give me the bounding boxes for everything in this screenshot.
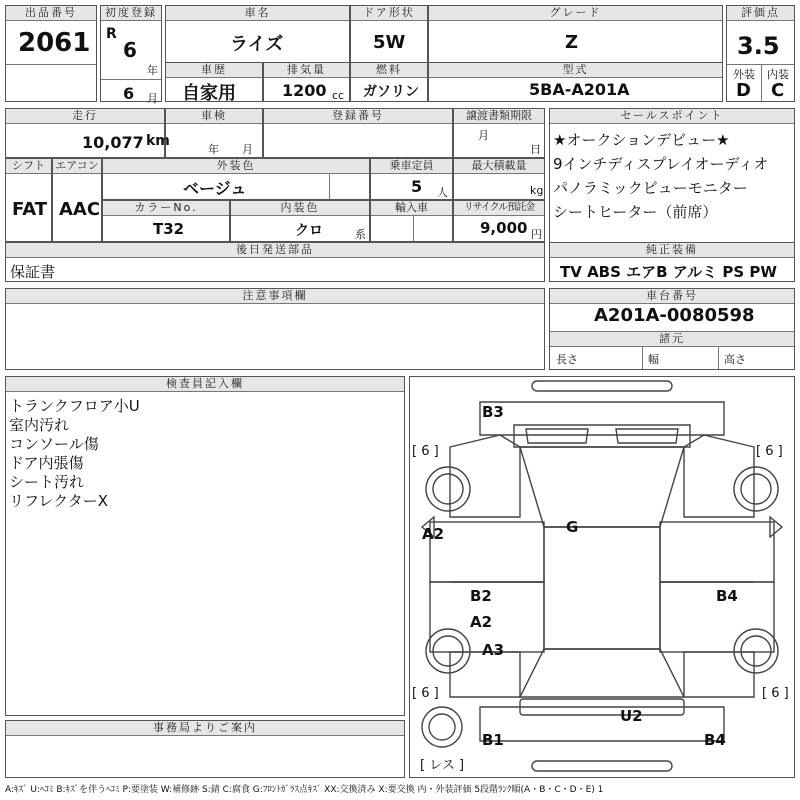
chassis-cell	[549, 288, 795, 370]
mark-a2: A2	[470, 613, 493, 631]
reg-number-cell	[263, 108, 453, 158]
int-color-cell	[230, 200, 370, 242]
int-color-unit: 系	[355, 228, 366, 241]
inspector-note-1: トランクフロア小U	[9, 397, 140, 415]
history-cell	[165, 62, 263, 102]
mileage-header: 走行	[6, 109, 164, 124]
office-notice-header: 事務局よりご案内	[6, 721, 404, 736]
mark-b4: B4	[716, 587, 738, 605]
sales-point-2: 9インチディスプレイオーディオ	[553, 155, 769, 173]
score-cell	[726, 5, 795, 102]
ext-color-value: ベージュ	[183, 179, 247, 198]
month-unit: 月	[147, 92, 158, 105]
ext-score-value: D	[736, 80, 751, 101]
sales-point-4: シートヒーター（前席）	[553, 203, 718, 221]
int-label: 内装	[767, 68, 789, 81]
inspection-month-unit: 月	[242, 143, 253, 156]
mark-g: G	[566, 518, 579, 536]
model-header: 型式	[429, 63, 722, 78]
mark-b2: B2	[470, 587, 492, 605]
mileage-cell	[5, 108, 170, 158]
height-label: 高さ	[724, 353, 746, 366]
recycle-header: リサイクル預託金	[454, 201, 544, 216]
car-name-value: ライズ	[230, 34, 284, 55]
door-value: 5W	[373, 32, 406, 53]
sales-points-cell	[549, 108, 795, 258]
sales-points-header: セールスポイント	[550, 109, 794, 124]
car-diagram	[409, 376, 795, 778]
displacement-cell	[263, 62, 350, 102]
inspector-note-4: ドア内張傷	[9, 454, 84, 472]
lot-number-value: 2061	[18, 28, 91, 58]
fuel-cell	[350, 62, 428, 102]
fuel-value: ガソリン	[363, 84, 419, 100]
month-value: 6	[123, 84, 135, 103]
int-color-header: 内装色	[231, 201, 369, 216]
rear-glass-left	[526, 429, 588, 443]
door-cell	[350, 5, 428, 63]
ac-header: エアコン	[53, 159, 101, 174]
score-header: 評価点	[727, 6, 794, 21]
history-value: 自家用	[182, 83, 236, 104]
legend-text: A:ｷｽﾞ U:ﾍｺﾐ B:ｷｽﾞを伴うﾍｺﾐ P:要塗装 W:補修跡 S:錆 C:腐食 G:ﾌﾛﾝﾄｶﾞﾗｽ点ｷｽﾞ XX:交換済み X:要交換 内・外装評価 5段階ﾗﾝｸ順(A・B・C・D・E) 1	[5, 785, 604, 795]
transfer-day-unit: 日	[530, 143, 541, 156]
cc-unit: cc	[332, 89, 345, 102]
first-registration-header: 初度登録	[101, 6, 161, 21]
import-cell	[370, 200, 453, 242]
transfer-month-unit: 月	[478, 129, 489, 142]
inspection-year-unit: 年	[208, 143, 219, 156]
width-label: 幅	[648, 353, 659, 366]
equipment-value: TV ABS エアB アルミ PS PW	[560, 263, 777, 281]
notes-header: 注意事項欄	[6, 289, 544, 304]
color-no-value: T32	[153, 220, 185, 238]
chassis-value: A201A-0080598	[594, 305, 755, 326]
year-unit: 年	[147, 64, 158, 77]
grade-header: グレード	[429, 6, 722, 21]
mark-b3: B3	[482, 403, 504, 421]
capacity-cell	[370, 158, 453, 200]
year-value: 6	[123, 38, 137, 62]
max-load-header: 最大積載量	[454, 159, 544, 174]
color-no-header: カラーNo.	[103, 201, 229, 216]
int-score-value: C	[771, 80, 785, 101]
era-value: R	[106, 26, 117, 42]
inspector-note-3: コンソール傷	[9, 435, 99, 453]
car-diagram-svg	[410, 377, 794, 777]
max-load-cell	[453, 158, 545, 200]
color-no-cell	[102, 200, 230, 242]
displacement-value: 1200	[282, 81, 327, 100]
inspection-cell	[165, 108, 263, 158]
front-bumper-bottom	[532, 761, 672, 771]
later-parts-cell	[5, 242, 545, 282]
spare-tire	[422, 707, 462, 747]
hood-front	[520, 649, 684, 697]
mileage-value: 10,077	[82, 133, 144, 152]
import-header: 輸入車	[371, 201, 452, 216]
shift-cell	[5, 158, 52, 242]
les-label: [ レス ]	[420, 758, 465, 773]
rear-glass-right	[616, 429, 678, 443]
max-load-unit: kg	[530, 184, 544, 197]
mirror-right	[770, 517, 782, 537]
door-left-rear	[430, 522, 544, 582]
notes-cell	[5, 288, 545, 370]
ext-color-cell	[102, 158, 370, 200]
score-value: 3.5	[737, 32, 780, 60]
shift-header: シフト	[6, 159, 51, 174]
model-value: 5BA-A201A	[529, 80, 630, 99]
body-right-rear	[684, 435, 754, 517]
capacity-value: 5	[411, 177, 423, 196]
recycle-cell	[453, 200, 545, 242]
rear-window	[514, 425, 690, 447]
recycle-value: 9,000	[480, 219, 528, 237]
first-registration-cell	[100, 5, 162, 105]
inspection-header: 車検	[166, 109, 262, 124]
inspector-note-6: リフレクターX	[9, 492, 109, 510]
fuel-header: 燃料	[351, 63, 427, 78]
door-header: ドア形状	[351, 6, 427, 21]
recycle-unit: 円	[531, 228, 542, 241]
ac-cell	[52, 158, 102, 242]
office-notice-cell	[5, 720, 405, 778]
inspector-note-5: シート汚れ	[9, 473, 85, 491]
tire-fl-label: [ 6 ]	[412, 686, 439, 701]
mark-b4-front: B4	[704, 731, 726, 749]
dims-header: 諸元	[550, 331, 794, 347]
grade-cell	[428, 5, 723, 63]
inspector-notes-header: 検査員記入欄	[6, 377, 404, 392]
ext-color-header: 外装色	[103, 159, 369, 174]
lot-number-header: 出品番号	[6, 6, 96, 21]
lot-number-cell	[5, 5, 97, 102]
tire-fr-label: [ 6 ]	[762, 686, 789, 701]
door-right-rear	[660, 522, 774, 582]
transfer-doc-cell	[453, 108, 545, 158]
transfer-doc-header: 譲渡書類期限	[454, 109, 544, 124]
later-parts-header: 後日発送部品	[6, 243, 544, 258]
capacity-header: 乗車定員	[371, 159, 452, 174]
km-unit: km	[146, 133, 170, 149]
capacity-unit: 人	[437, 186, 448, 199]
ext-label: 外装	[733, 68, 755, 81]
tire-rr-label: [ 6 ]	[756, 444, 783, 459]
roof-center	[544, 527, 660, 649]
ac-value: AAC	[59, 199, 101, 220]
displacement-header: 排気量	[264, 63, 349, 78]
front-panel	[480, 707, 724, 741]
mark-a3: A3	[482, 641, 505, 659]
rear-bumper-top	[532, 381, 672, 391]
body-left-rear	[450, 435, 520, 517]
inspector-notes-cell	[5, 376, 405, 716]
reg-number-header: 登録番号	[264, 109, 452, 124]
chassis-header: 車台番号	[550, 289, 794, 304]
grade-value: Z	[565, 32, 579, 53]
int-color-value: クロ	[295, 223, 323, 239]
sales-point-3: パノラミックビューモニター	[553, 179, 748, 197]
model-cell	[428, 62, 723, 102]
later-parts-value: 保証書	[10, 263, 56, 281]
shift-value: FAT	[12, 199, 48, 220]
mark-u2: U2	[620, 707, 643, 725]
mark-b1: B1	[482, 731, 504, 749]
roof-rear	[520, 447, 684, 527]
equipment-header: 純正装備	[550, 243, 794, 258]
rear-panel	[480, 402, 724, 435]
equipment-cell	[549, 242, 795, 282]
car-name-header: 車名	[166, 6, 349, 21]
history-header: 車歴	[166, 63, 262, 78]
inspector-note-2: 室内汚れ	[9, 416, 70, 434]
tire-rl-label: [ 6 ]	[412, 444, 439, 459]
length-label: 長さ	[556, 353, 578, 366]
sales-point-1: ★オークションデビュー★	[553, 131, 730, 149]
mark-a2-side: A2	[422, 525, 445, 543]
car-name-cell	[165, 5, 350, 63]
